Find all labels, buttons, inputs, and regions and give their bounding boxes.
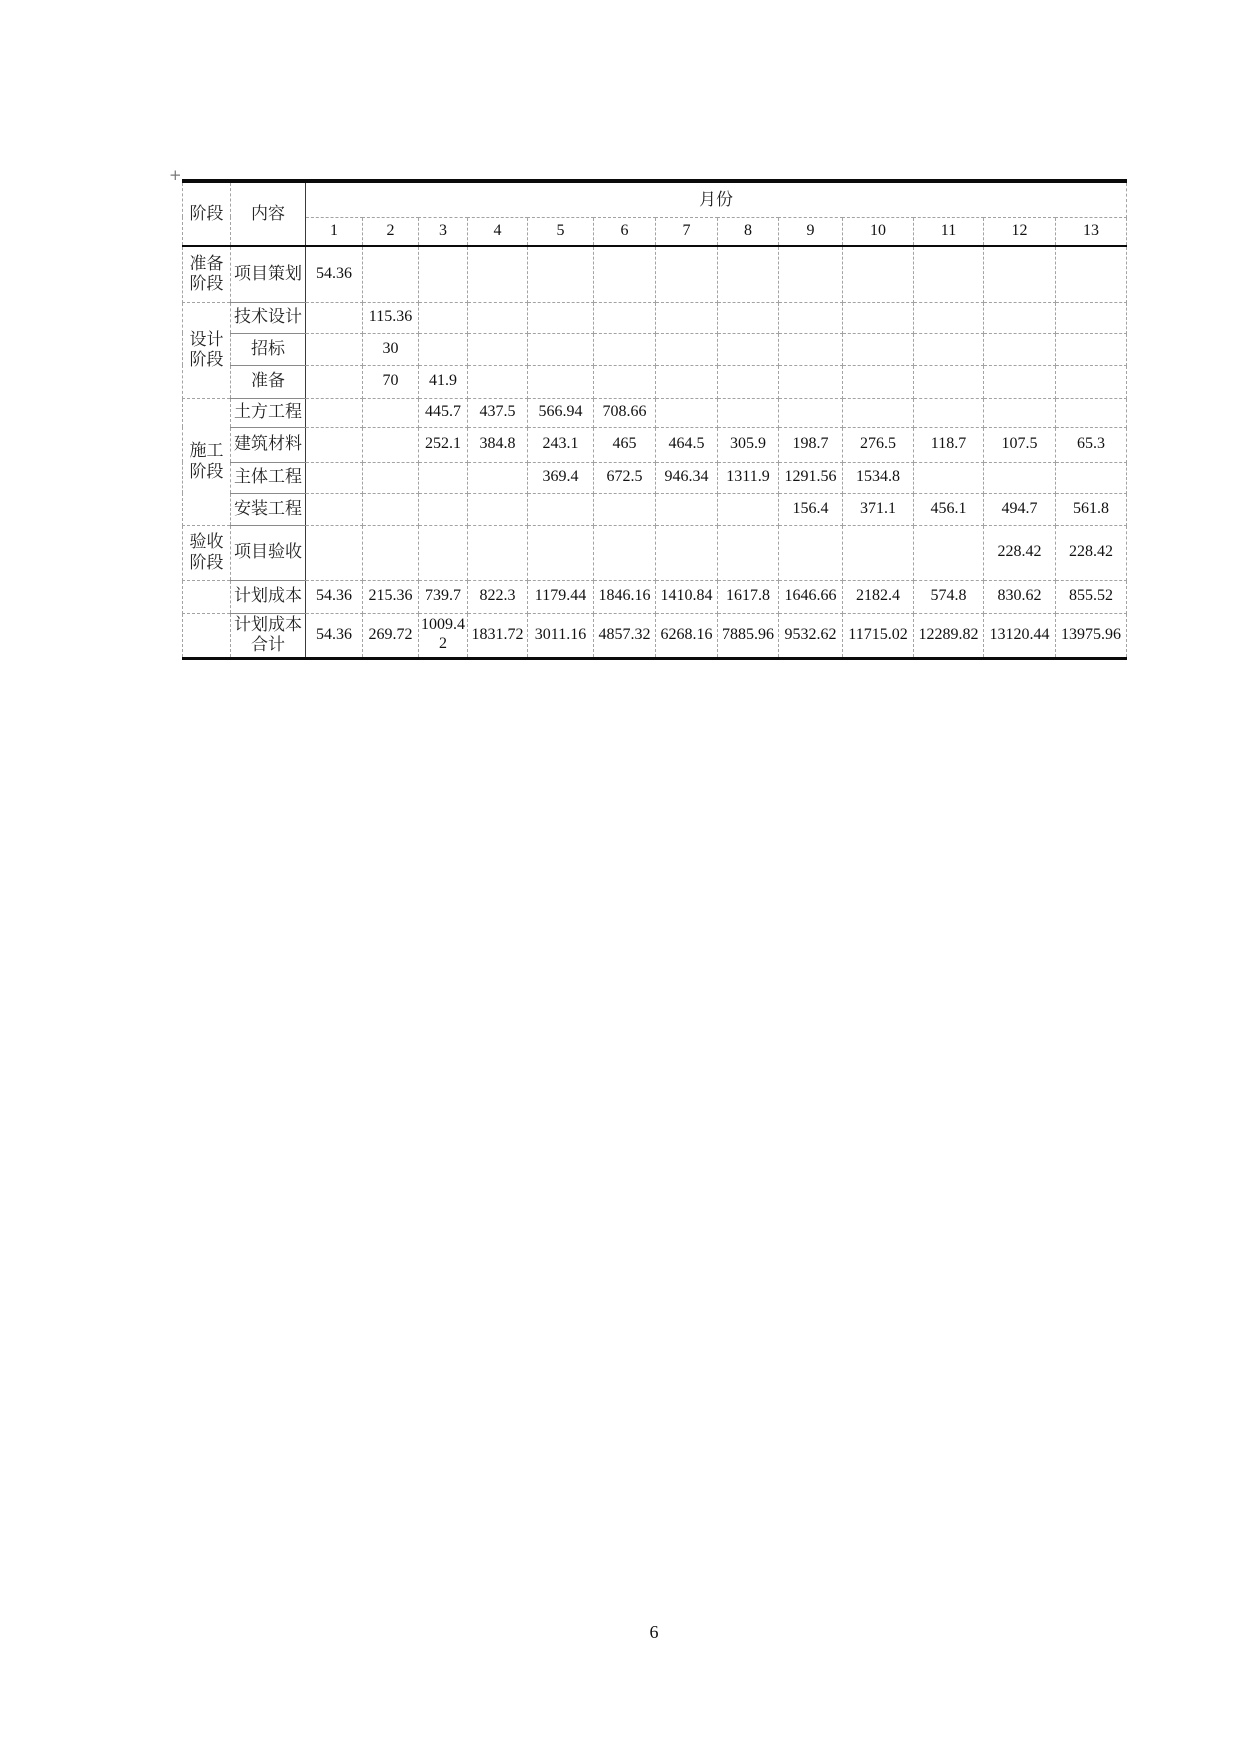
value-cell: [363, 246, 419, 302]
value-cell: 269.72: [363, 613, 419, 658]
value-cell: 384.8: [468, 427, 528, 462]
value-cell: 445.7: [419, 398, 468, 427]
value-cell: [914, 302, 984, 333]
value-cell: 1831.72: [468, 613, 528, 658]
value-cell: [843, 302, 914, 333]
value-cell: [656, 493, 718, 525]
value-cell: [1056, 398, 1127, 427]
value-cell: [779, 365, 843, 398]
value-cell: [984, 246, 1056, 302]
value-cell: [363, 398, 419, 427]
content-cell: 建筑材料: [231, 427, 306, 462]
value-cell: [656, 302, 718, 333]
table-row: [183, 398, 1127, 427]
value-cell: [718, 525, 779, 580]
month-column-header: 5: [528, 217, 594, 246]
value-cell: 4857.32: [594, 613, 656, 658]
value-cell: 1646.66: [779, 580, 843, 613]
content-cell: 主体工程: [231, 462, 306, 493]
month-column-header: 4: [468, 217, 528, 246]
value-cell: [419, 333, 468, 365]
value-cell: [594, 333, 656, 365]
table-row: [183, 302, 1127, 333]
value-cell: 830.62: [984, 580, 1056, 613]
value-cell: 276.5: [843, 427, 914, 462]
value-cell: 118.7: [914, 427, 984, 462]
value-cell: [594, 246, 656, 302]
value-cell: [914, 398, 984, 427]
value-cell: 228.42: [1056, 525, 1127, 580]
content-cell: 招标: [231, 333, 306, 365]
value-cell: [779, 302, 843, 333]
value-cell: 11715.02: [843, 613, 914, 658]
value-cell: [528, 333, 594, 365]
value-cell: [1056, 302, 1127, 333]
value-cell: 708.66: [594, 398, 656, 427]
value-cell: [594, 302, 656, 333]
month-column-header: 3: [419, 217, 468, 246]
project-cost-plan-table: [182, 179, 1127, 660]
content-cell: 技术设计: [231, 302, 306, 333]
month-column-header: 13: [1056, 217, 1127, 246]
value-cell: [843, 246, 914, 302]
value-cell: [914, 246, 984, 302]
value-cell: 456.1: [914, 493, 984, 525]
value-cell: 561.8: [1056, 493, 1127, 525]
value-cell: [528, 365, 594, 398]
value-cell: [468, 333, 528, 365]
value-cell: [419, 246, 468, 302]
value-cell: 115.36: [363, 302, 419, 333]
value-cell: 739.7: [419, 580, 468, 613]
value-cell: [306, 493, 363, 525]
value-cell: [468, 462, 528, 493]
value-cell: 1009.42: [419, 613, 468, 658]
value-cell: 1617.8: [718, 580, 779, 613]
value-cell: [468, 365, 528, 398]
value-cell: 566.94: [528, 398, 594, 427]
value-cell: [779, 525, 843, 580]
value-cell: 1410.84: [656, 580, 718, 613]
value-cell: [363, 493, 419, 525]
table-row: [183, 525, 1127, 580]
value-cell: [779, 398, 843, 427]
header-row-months: [183, 217, 1127, 246]
value-cell: 369.4: [528, 462, 594, 493]
month-column-header: 10: [843, 217, 914, 246]
table-row: [183, 333, 1127, 365]
value-cell: 1179.44: [528, 580, 594, 613]
table-row: [183, 365, 1127, 398]
value-cell: 54.36: [306, 580, 363, 613]
month-column-header: 6: [594, 217, 656, 246]
value-cell: 822.3: [468, 580, 528, 613]
table-anchor-icon: +: [169, 166, 182, 184]
value-cell: [419, 525, 468, 580]
value-cell: [656, 365, 718, 398]
value-cell: [843, 333, 914, 365]
value-cell: 13975.96: [1056, 613, 1127, 658]
month-group-header: 月份: [306, 181, 1127, 217]
table-row: [183, 462, 1127, 493]
content-cell: 准备: [231, 365, 306, 398]
value-cell: 7885.96: [718, 613, 779, 658]
value-cell: 243.1: [528, 427, 594, 462]
value-cell: [363, 427, 419, 462]
value-cell: [468, 246, 528, 302]
content-cell: 土方工程: [231, 398, 306, 427]
value-cell: [718, 398, 779, 427]
content-cell: 安装工程: [231, 493, 306, 525]
value-cell: 946.34: [656, 462, 718, 493]
value-cell: [843, 365, 914, 398]
value-cell: 9532.62: [779, 613, 843, 658]
value-cell: 2182.4: [843, 580, 914, 613]
month-column-header: 8: [718, 217, 779, 246]
value-cell: [306, 398, 363, 427]
month-column-header: 11: [914, 217, 984, 246]
value-cell: 228.42: [984, 525, 1056, 580]
value-cell: [718, 365, 779, 398]
value-cell: [984, 302, 1056, 333]
value-cell: 65.3: [1056, 427, 1127, 462]
value-cell: 464.5: [656, 427, 718, 462]
header-row-top: [183, 181, 1127, 217]
content-column-header: 内容: [231, 181, 306, 246]
value-cell: 465: [594, 427, 656, 462]
value-cell: [984, 333, 1056, 365]
value-cell: 1311.9: [718, 462, 779, 493]
content-cell: 计划成本合计: [231, 613, 306, 658]
phase-column-header: 阶段: [183, 181, 231, 246]
value-cell: [363, 462, 419, 493]
value-cell: [843, 525, 914, 580]
month-column-header: 1: [306, 217, 363, 246]
content-cell: 计划成本: [231, 580, 306, 613]
value-cell: 672.5: [594, 462, 656, 493]
table-row: [183, 493, 1127, 525]
value-cell: 574.8: [914, 580, 984, 613]
value-cell: [914, 525, 984, 580]
value-cell: 156.4: [779, 493, 843, 525]
month-column-header: 2: [363, 217, 419, 246]
table-row: [183, 427, 1127, 462]
value-cell: [594, 493, 656, 525]
value-cell: [363, 525, 419, 580]
value-cell: [718, 246, 779, 302]
value-cell: 437.5: [468, 398, 528, 427]
value-cell: [306, 302, 363, 333]
value-cell: [656, 398, 718, 427]
value-cell: 1846.16: [594, 580, 656, 613]
value-cell: 12289.82: [914, 613, 984, 658]
value-cell: 371.1: [843, 493, 914, 525]
value-cell: 3011.16: [528, 613, 594, 658]
value-cell: [306, 525, 363, 580]
value-cell: [528, 525, 594, 580]
value-cell: [656, 525, 718, 580]
value-cell: 1534.8: [843, 462, 914, 493]
value-cell: 107.5: [984, 427, 1056, 462]
value-cell: [718, 333, 779, 365]
value-cell: 13120.44: [984, 613, 1056, 658]
value-cell: [594, 525, 656, 580]
value-cell: [419, 302, 468, 333]
value-cell: [1056, 333, 1127, 365]
value-cell: [984, 462, 1056, 493]
value-cell: [718, 493, 779, 525]
value-cell: [984, 365, 1056, 398]
value-cell: [779, 246, 843, 302]
table-row: [183, 613, 1127, 658]
value-cell: [656, 246, 718, 302]
value-cell: [1056, 246, 1127, 302]
value-cell: [914, 462, 984, 493]
value-cell: 252.1: [419, 427, 468, 462]
phase-cell: 准备阶段: [183, 246, 231, 302]
value-cell: [1056, 462, 1127, 493]
value-cell: [306, 427, 363, 462]
value-cell: 1291.56: [779, 462, 843, 493]
value-cell: [984, 398, 1056, 427]
content-cell: 项目策划: [231, 246, 306, 302]
phase-cell: 设计阶段: [183, 302, 231, 398]
month-column-header: 12: [984, 217, 1056, 246]
value-cell: 855.52: [1056, 580, 1127, 613]
value-cell: [1056, 365, 1127, 398]
value-cell: 54.36: [306, 613, 363, 658]
table-row: [183, 580, 1127, 613]
page-number: 6: [649, 1622, 659, 1642]
value-cell: 54.36: [306, 246, 363, 302]
value-cell: [914, 365, 984, 398]
value-cell: [468, 525, 528, 580]
value-cell: [419, 493, 468, 525]
value-cell: [306, 365, 363, 398]
value-cell: 30: [363, 333, 419, 365]
value-cell: [843, 398, 914, 427]
phase-cell: 验收阶段: [183, 525, 231, 580]
value-cell: 70: [363, 365, 419, 398]
phase-cell: [183, 580, 231, 613]
value-cell: [306, 462, 363, 493]
value-cell: [914, 333, 984, 365]
value-cell: 305.9: [718, 427, 779, 462]
content-cell: 项目验收: [231, 525, 306, 580]
value-cell: [528, 302, 594, 333]
month-column-header: 9: [779, 217, 843, 246]
value-cell: [528, 493, 594, 525]
value-cell: [468, 493, 528, 525]
value-cell: 494.7: [984, 493, 1056, 525]
value-cell: [656, 333, 718, 365]
value-cell: 198.7: [779, 427, 843, 462]
value-cell: [594, 365, 656, 398]
value-cell: [528, 246, 594, 302]
value-cell: [419, 462, 468, 493]
month-column-header: 7: [656, 217, 718, 246]
value-cell: 41.9: [419, 365, 468, 398]
value-cell: [468, 302, 528, 333]
value-cell: 6268.16: [656, 613, 718, 658]
phase-cell: 施工阶段: [183, 398, 231, 525]
table-row: [183, 246, 1127, 302]
value-cell: [718, 302, 779, 333]
value-cell: [306, 333, 363, 365]
value-cell: 215.36: [363, 580, 419, 613]
phase-cell: [183, 613, 231, 658]
value-cell: [779, 333, 843, 365]
